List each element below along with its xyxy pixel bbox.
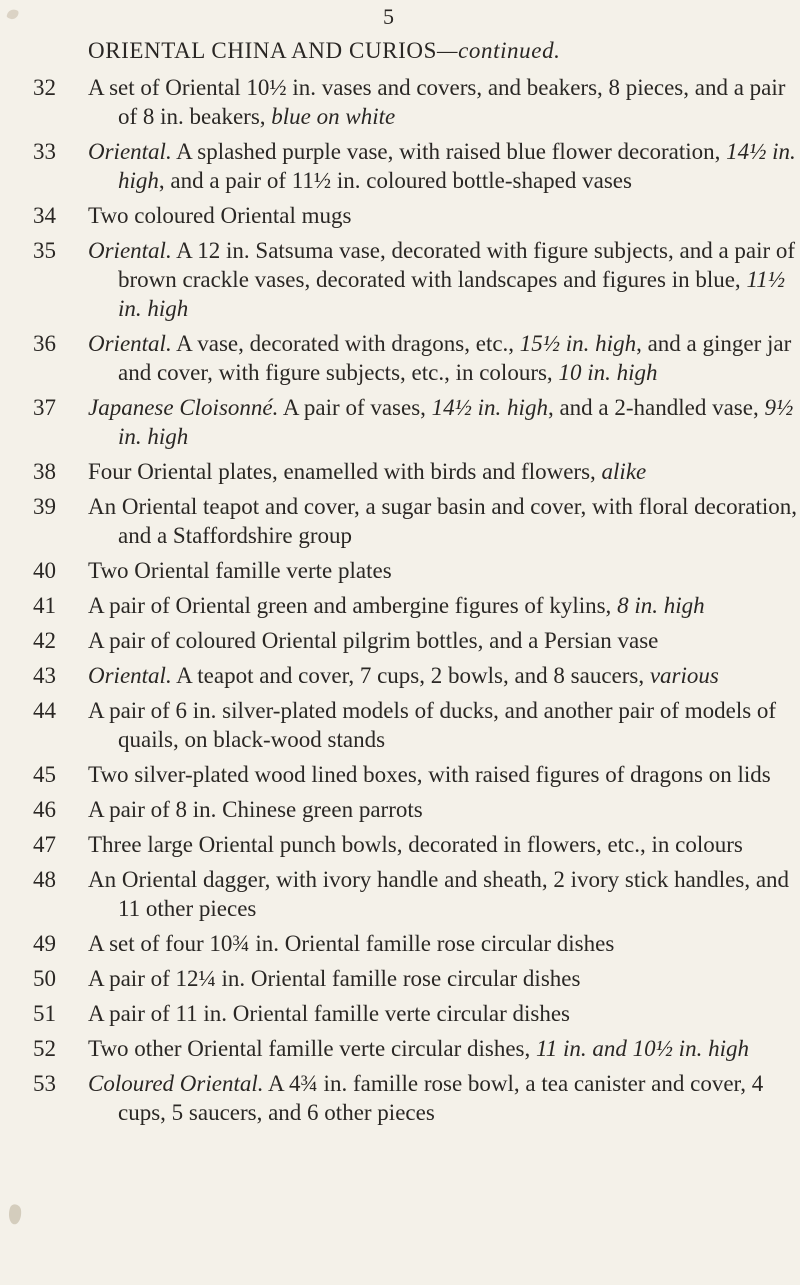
lot-number: 44 [33,698,56,723]
page-number: 5 [383,4,394,29]
lot-description [88,626,800,655]
lot-entry [0,393,800,451]
lot-description-text: Three large Oriental punch bowls, decorated in flowers, etc., in colours [88,832,743,857]
lot-description [88,1034,800,1063]
lot-description [88,1069,800,1127]
lot-description [88,865,800,923]
lot-description [88,696,800,754]
lot-entry [0,329,800,387]
lot-entry [0,457,800,486]
lot-number: 36 [33,331,56,356]
lot-description-text: A pair of 8 in. Chinese green parrots [88,797,423,822]
lot-description [88,236,800,323]
paper-stain-icon [4,6,22,24]
lot-entry [0,830,800,859]
lot-description [88,964,800,993]
section-heading [88,38,561,64]
lot-description-text: A splashed purple vase, with raised blue flower decoration, [171,139,727,164]
lot-description [88,929,800,958]
lot-number: 46 [33,797,56,822]
lot-description-italic: Coloured Oriental. [88,1071,264,1096]
lot-description-italic: 14½ in. high [118,139,796,193]
lot-description-italic: 11½ in. high [118,267,785,321]
lot-number: 39 [33,494,56,519]
lot-entry [0,73,800,131]
lot-description-text: A pair of 6 in. silver-plated models of ducks, and another pair of models of quails, on black-wood stands [88,698,777,752]
lot-entry [0,492,800,550]
lot-entry [0,201,800,230]
lot-description-italic: 8 in. high [617,593,705,618]
lot-description [88,329,800,387]
lot-description-italic: 14½ in. high [431,395,548,420]
lot-number: 43 [33,663,56,688]
lot-description-italic: Oriental. [88,139,172,164]
lot-description [88,795,800,824]
lot-entry [0,929,800,958]
lot-description-text: A pair of vases, [278,395,432,420]
lot-description-text: Four Oriental plates, enamelled with birds and flowers, [88,459,602,484]
lot-description-italic: Oriental. [88,663,172,688]
lot-description [88,393,800,451]
lot-description [88,661,800,690]
lot-description-italic: Oriental. [88,331,172,356]
lot-description-text: Two Oriental famille verte plates [88,558,392,583]
lot-description-italic: 10 in. high [558,360,658,385]
lot-description-text: A vase, decorated with dragons, etc., [171,331,520,356]
lot-description-text: A teapot and cover, 7 cups, 2 bowls, and 8 saucers, [171,663,650,688]
lot-number: 32 [33,75,56,100]
lot-description [88,999,800,1028]
lot-description-italic: 11 in. and 10½ in. high [536,1036,749,1061]
lot-entry [0,661,800,690]
lot-number: 37 [33,395,56,420]
lot-entry [0,1069,800,1127]
lot-number: 34 [33,203,56,228]
lot-description-text: A 12 in. Satsuma vase, decorated with figure subjects, and a pair of brown crackle vases, decorated with landscapes and figures in blue, [118,238,796,292]
lot-entry [0,236,800,323]
lot-description [88,591,800,620]
lot-description-italic: Japanese Cloisonné. [88,395,279,420]
lot-number: 52 [33,1036,56,1061]
lot-number: 51 [33,1001,56,1026]
lot-description-text: A pair of 12¼ in. Oriental famille rose circular dishes [88,966,581,991]
lot-number: 47 [33,832,56,857]
lot-entry [0,1034,800,1063]
lot-entry [0,696,800,754]
lot-number: 49 [33,931,56,956]
lot-description-italic: 15½ in. high [519,331,637,356]
lot-description-text: A set of Oriental 10½ in. vases and covers, and beakers, 8 pieces, and a pair of 8 in. beakers, [88,75,786,129]
lot-number: 53 [33,1071,56,1096]
lot-description-text: A pair of coloured Oriental pilgrim bottles, and a Persian vase [88,628,659,653]
lot-description-text: , and a ginger jar and cover, with figure subjects, etc., in colours, [118,331,792,385]
lot-entry [0,795,800,824]
lot-description-text: An Oriental dagger, with ivory handle and sheath, 2 ivory stick handles, and 11 other pieces [88,867,790,921]
lot-description-text: Two other Oriental famille verte circular dishes, [88,1036,536,1061]
lot-description-text: Two coloured Oriental mugs [88,203,352,228]
lot-entry [0,591,800,620]
lot-entry [0,964,800,993]
lot-description-text: A 4¾ in. famille rose bowl, a tea canister and cover, 4 cups, 5 saucers, and 6 other pieces [118,1071,764,1125]
lot-entry [0,865,800,923]
lot-number: 48 [33,867,56,892]
lot-description-italic: alike [601,459,647,484]
lot-description [88,556,800,585]
lot-description-text: An Oriental teapot and cover, a sugar basin and cover, with floral decoration, and a Staffordshire group [88,494,797,548]
lot-description [88,73,800,131]
lot-entry [0,760,800,789]
section-heading-continued: —continued. [437,38,561,63]
lot-description-text: A pair of Oriental green and ambergine figures of kylins, [88,593,618,618]
lot-description-text: , and a pair of 11½ in. coloured bottle-shaped vases [158,168,632,193]
lot-entry [0,999,800,1028]
lot-description-text: A set of four 10¾ in. Oriental famille rose circular dishes [88,931,615,956]
lot-entry [0,137,800,195]
lot-number: 40 [33,558,56,583]
lot-description [88,137,800,195]
lot-description-text: A pair of 11 in. Oriental famille verte circular dishes [88,1001,570,1026]
lot-number: 42 [33,628,56,653]
lot-description [88,830,800,859]
lot-description [88,760,800,789]
lot-description [88,201,800,230]
lot-number: 38 [33,459,56,484]
lot-description-text: Two silver-plated wood lined boxes, with raised figures of dragons on lids [88,762,771,787]
lot-description [88,457,800,486]
section-heading-title: ORIENTAL CHINA AND CURIOS [88,38,438,63]
lot-description-text: , and a 2-handled vase, [547,395,765,420]
lot-entry [0,556,800,585]
lot-number: 45 [33,762,56,787]
lot-number: 41 [33,593,56,618]
lot-list [0,73,800,1133]
lot-description-italic: blue on white [271,104,396,129]
lot-number: 35 [33,238,56,263]
lot-description-italic: 9½ in. high [118,395,794,449]
lot-number: 33 [33,139,56,164]
lot-number: 50 [33,966,56,991]
lot-entry [0,626,800,655]
lot-description [88,492,800,550]
lot-description-italic: Oriental. [88,238,172,263]
lot-description-italic: various [649,663,719,688]
paper-stain-icon [6,1200,26,1230]
